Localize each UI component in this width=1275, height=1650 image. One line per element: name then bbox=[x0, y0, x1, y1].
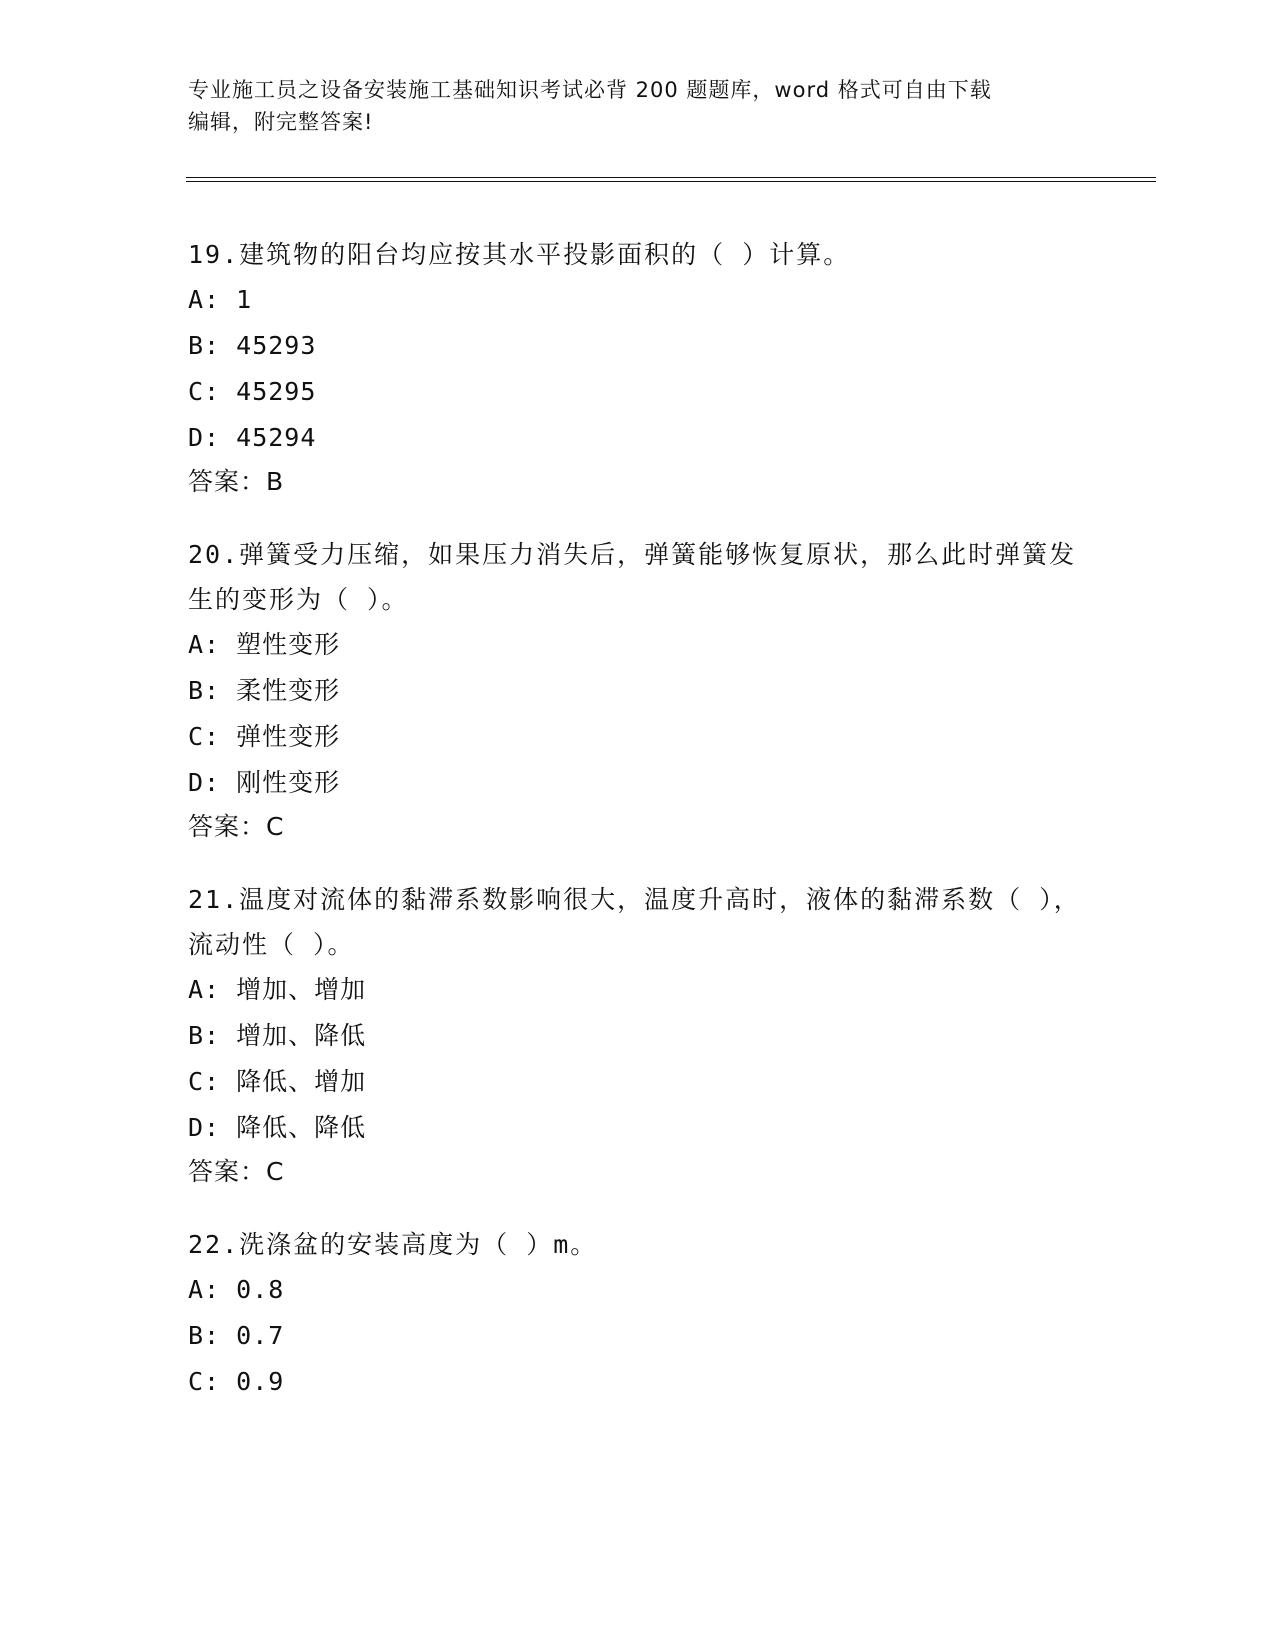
option-a: A: 1 bbox=[188, 285, 253, 314]
option-b: B: 45293 bbox=[188, 331, 317, 360]
question-stem: 19.建筑物的阳台均应按其水平投影面积的（ ）计算。 bbox=[188, 240, 851, 269]
question-20 bbox=[188, 532, 1088, 848]
question-21 bbox=[188, 877, 1088, 1193]
document-header bbox=[188, 74, 1088, 138]
option-a: A: 增加、增加 bbox=[188, 975, 367, 1004]
option-c: C: 弹性变形 bbox=[188, 722, 341, 751]
option-c: C: 45295 bbox=[188, 377, 317, 406]
option-d: D: 降低、降低 bbox=[188, 1113, 367, 1142]
question-stem: 22.洗涤盆的安装高度为（ ）m。 bbox=[188, 1230, 598, 1259]
option-b: B: 0.7 bbox=[188, 1321, 285, 1350]
option-d: D: 45294 bbox=[188, 423, 317, 452]
answer-line: 答案：C bbox=[188, 1157, 285, 1186]
question-stem: 21.温度对流体的黏滞系数影响很大，温度升高时，液体的黏滞系数（ ），流动性（ ）。 bbox=[188, 885, 1081, 959]
option-a: A: 塑性变形 bbox=[188, 630, 341, 659]
option-c: C: 降低、增加 bbox=[188, 1067, 367, 1096]
option-d: D: 刚性变形 bbox=[188, 768, 341, 797]
option-a: A: 0.8 bbox=[188, 1275, 285, 1304]
option-b: B: 柔性变形 bbox=[188, 676, 341, 705]
question-19 bbox=[188, 232, 1088, 503]
header-title-line-1: 专业施工员之设备安装施工基础知识考试必背 200 题题库，word 格式可自由下载 bbox=[188, 78, 992, 102]
header-title-line-2: 编辑，附完整答案! bbox=[188, 110, 374, 134]
option-b: B: 增加、降低 bbox=[188, 1021, 367, 1050]
option-c: C: 0.9 bbox=[188, 1367, 285, 1396]
question-list bbox=[188, 232, 1088, 1434]
question-stem: 20.弹簧受力压缩，如果压力消失后，弹簧能够恢复原状，那么此时弹簧发生的变形为（ ）。 bbox=[188, 540, 1077, 614]
answer-line: 答案：C bbox=[188, 812, 285, 841]
question-22 bbox=[188, 1222, 1088, 1405]
header-double-rule bbox=[186, 177, 1156, 182]
answer-line: 答案：B bbox=[188, 467, 285, 496]
